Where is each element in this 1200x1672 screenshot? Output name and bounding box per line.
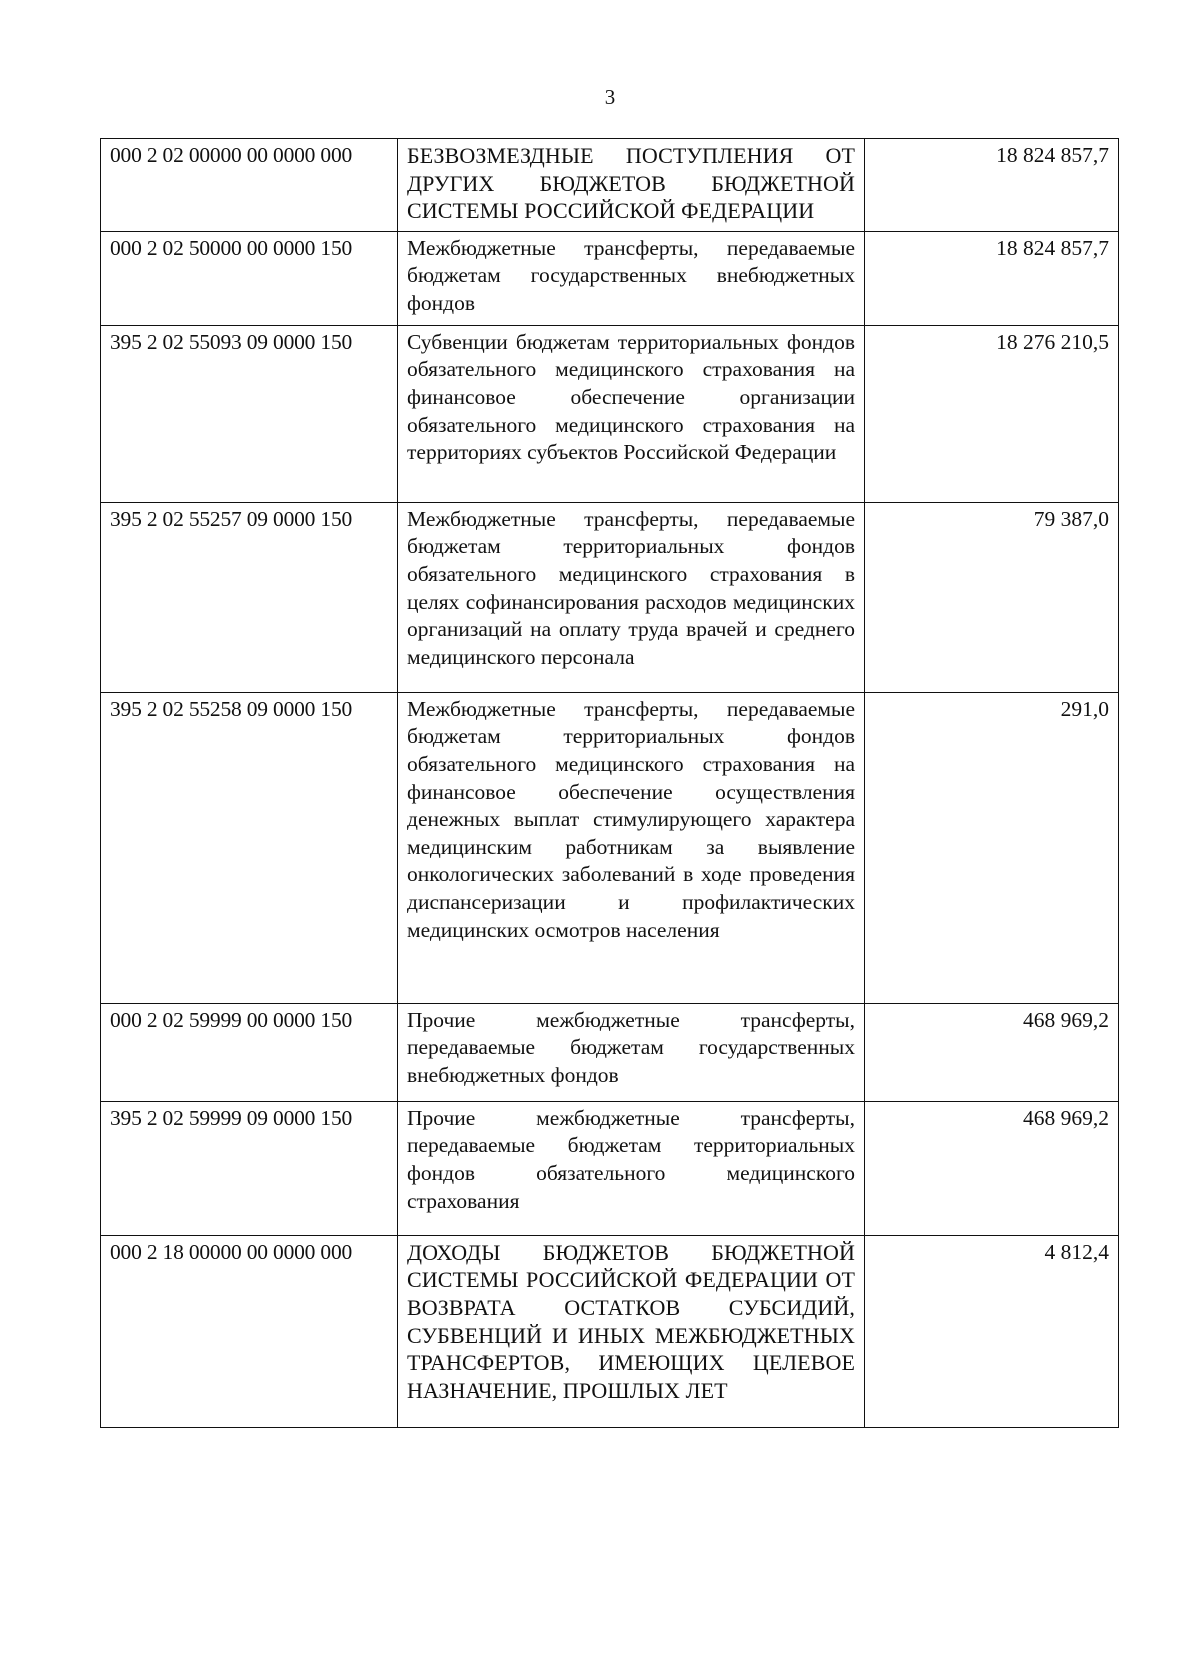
revenue-amount: 468 969,2 [865,1101,1119,1235]
revenue-name: Субвенции бюджетам территориальных фондов обязательного медицинского страхования на финансовое обеспечение организации обязательного медицинского страхования на территориях субъектов Российской Федерации [398,325,865,502]
page-number: 3 [604,85,616,109]
budget-classification-code: 395 2 02 55093 09 0000 150 [101,325,398,502]
revenue-amount: 291,0 [865,692,1119,1003]
table-row [101,502,1119,692]
budget-classification-code: 000 2 02 00000 00 0000 000 [101,139,398,232]
revenue-amount: 18 824 857,7 [865,231,1119,325]
revenue-name: Межбюджетные трансферты, передаваемые бюджетам территориальных фондов обязательного медицинского страхования в целях софинансирования расходов медицинских организаций на оплату труда врачей и среднего медицинского персонала [398,502,865,692]
revenue-amount: 4 812,4 [865,1235,1119,1427]
table-row [101,231,1119,325]
budget-classification-code: 000 2 02 59999 00 0000 150 [101,1003,398,1101]
revenue-name: Межбюджетные трансферты, передаваемые бюджетам государственных внебюджетных фондов [398,231,865,325]
table-row [101,1003,1119,1101]
table-row [101,1101,1119,1235]
revenue-name: Прочие межбюджетные трансферты, передаваемые бюджетам территориальных фондов обязательного медицинского страхования [398,1101,865,1235]
table-row [101,692,1119,1003]
revenue-name: ДОХОДЫ БЮДЖЕТОВ БЮДЖЕТНОЙ СИСТЕМЫ РОССИЙСКОЙ ФЕДЕРАЦИИ ОТ ВОЗВРАТА ОСТАТКОВ СУБСИДИЙ, СУБВЕНЦИЙ И ИНЫХ МЕЖБЮДЖЕТНЫХ ТРАНСФЕРТОВ, ИМЕЮЩИХ ЦЕЛЕВОЕ НАЗНАЧЕНИЕ, ПРОШЛЫХ ЛЕТ [398,1235,865,1427]
revenue-name: Межбюджетные трансферты, передаваемые бюджетам территориальных фондов обязательного медицинского страхования на финансовое обеспечение осуществления денежных выплат стимулирующего характера медицинским работникам за выявление онкологических заболеваний в ходе проведения диспансеризации и профилактических медицинских осмотров населения [398,692,865,1003]
budget-classification-code: 000 2 18 00000 00 0000 000 [101,1235,398,1427]
budget-classification-code: 395 2 02 59999 09 0000 150 [101,1101,398,1235]
budget-classification-code: 395 2 02 55257 09 0000 150 [101,502,398,692]
table-row [101,1235,1119,1427]
table-row [101,325,1119,502]
revenue-amount: 468 969,2 [865,1003,1119,1101]
revenue-table [100,138,1119,1428]
budget-classification-code: 395 2 02 55258 09 0000 150 [101,692,398,1003]
budget-classification-code: 000 2 02 50000 00 0000 150 [101,231,398,325]
revenue-amount: 18 276 210,5 [865,325,1119,502]
revenue-amount: 18 824 857,7 [865,139,1119,232]
revenue-amount: 79 387,0 [865,502,1119,692]
revenue-name: Прочие межбюджетные трансферты, передаваемые бюджетам государственных внебюджетных фондов [398,1003,865,1101]
table-row [101,139,1119,232]
revenue-name: БЕЗВОЗМЕЗДНЫЕ ПОСТУПЛЕНИЯ ОТ ДРУГИХ БЮДЖЕТОВ БЮДЖЕТНОЙ СИСТЕМЫ РОССИЙСКОЙ ФЕДЕРАЦИИ [398,139,865,232]
